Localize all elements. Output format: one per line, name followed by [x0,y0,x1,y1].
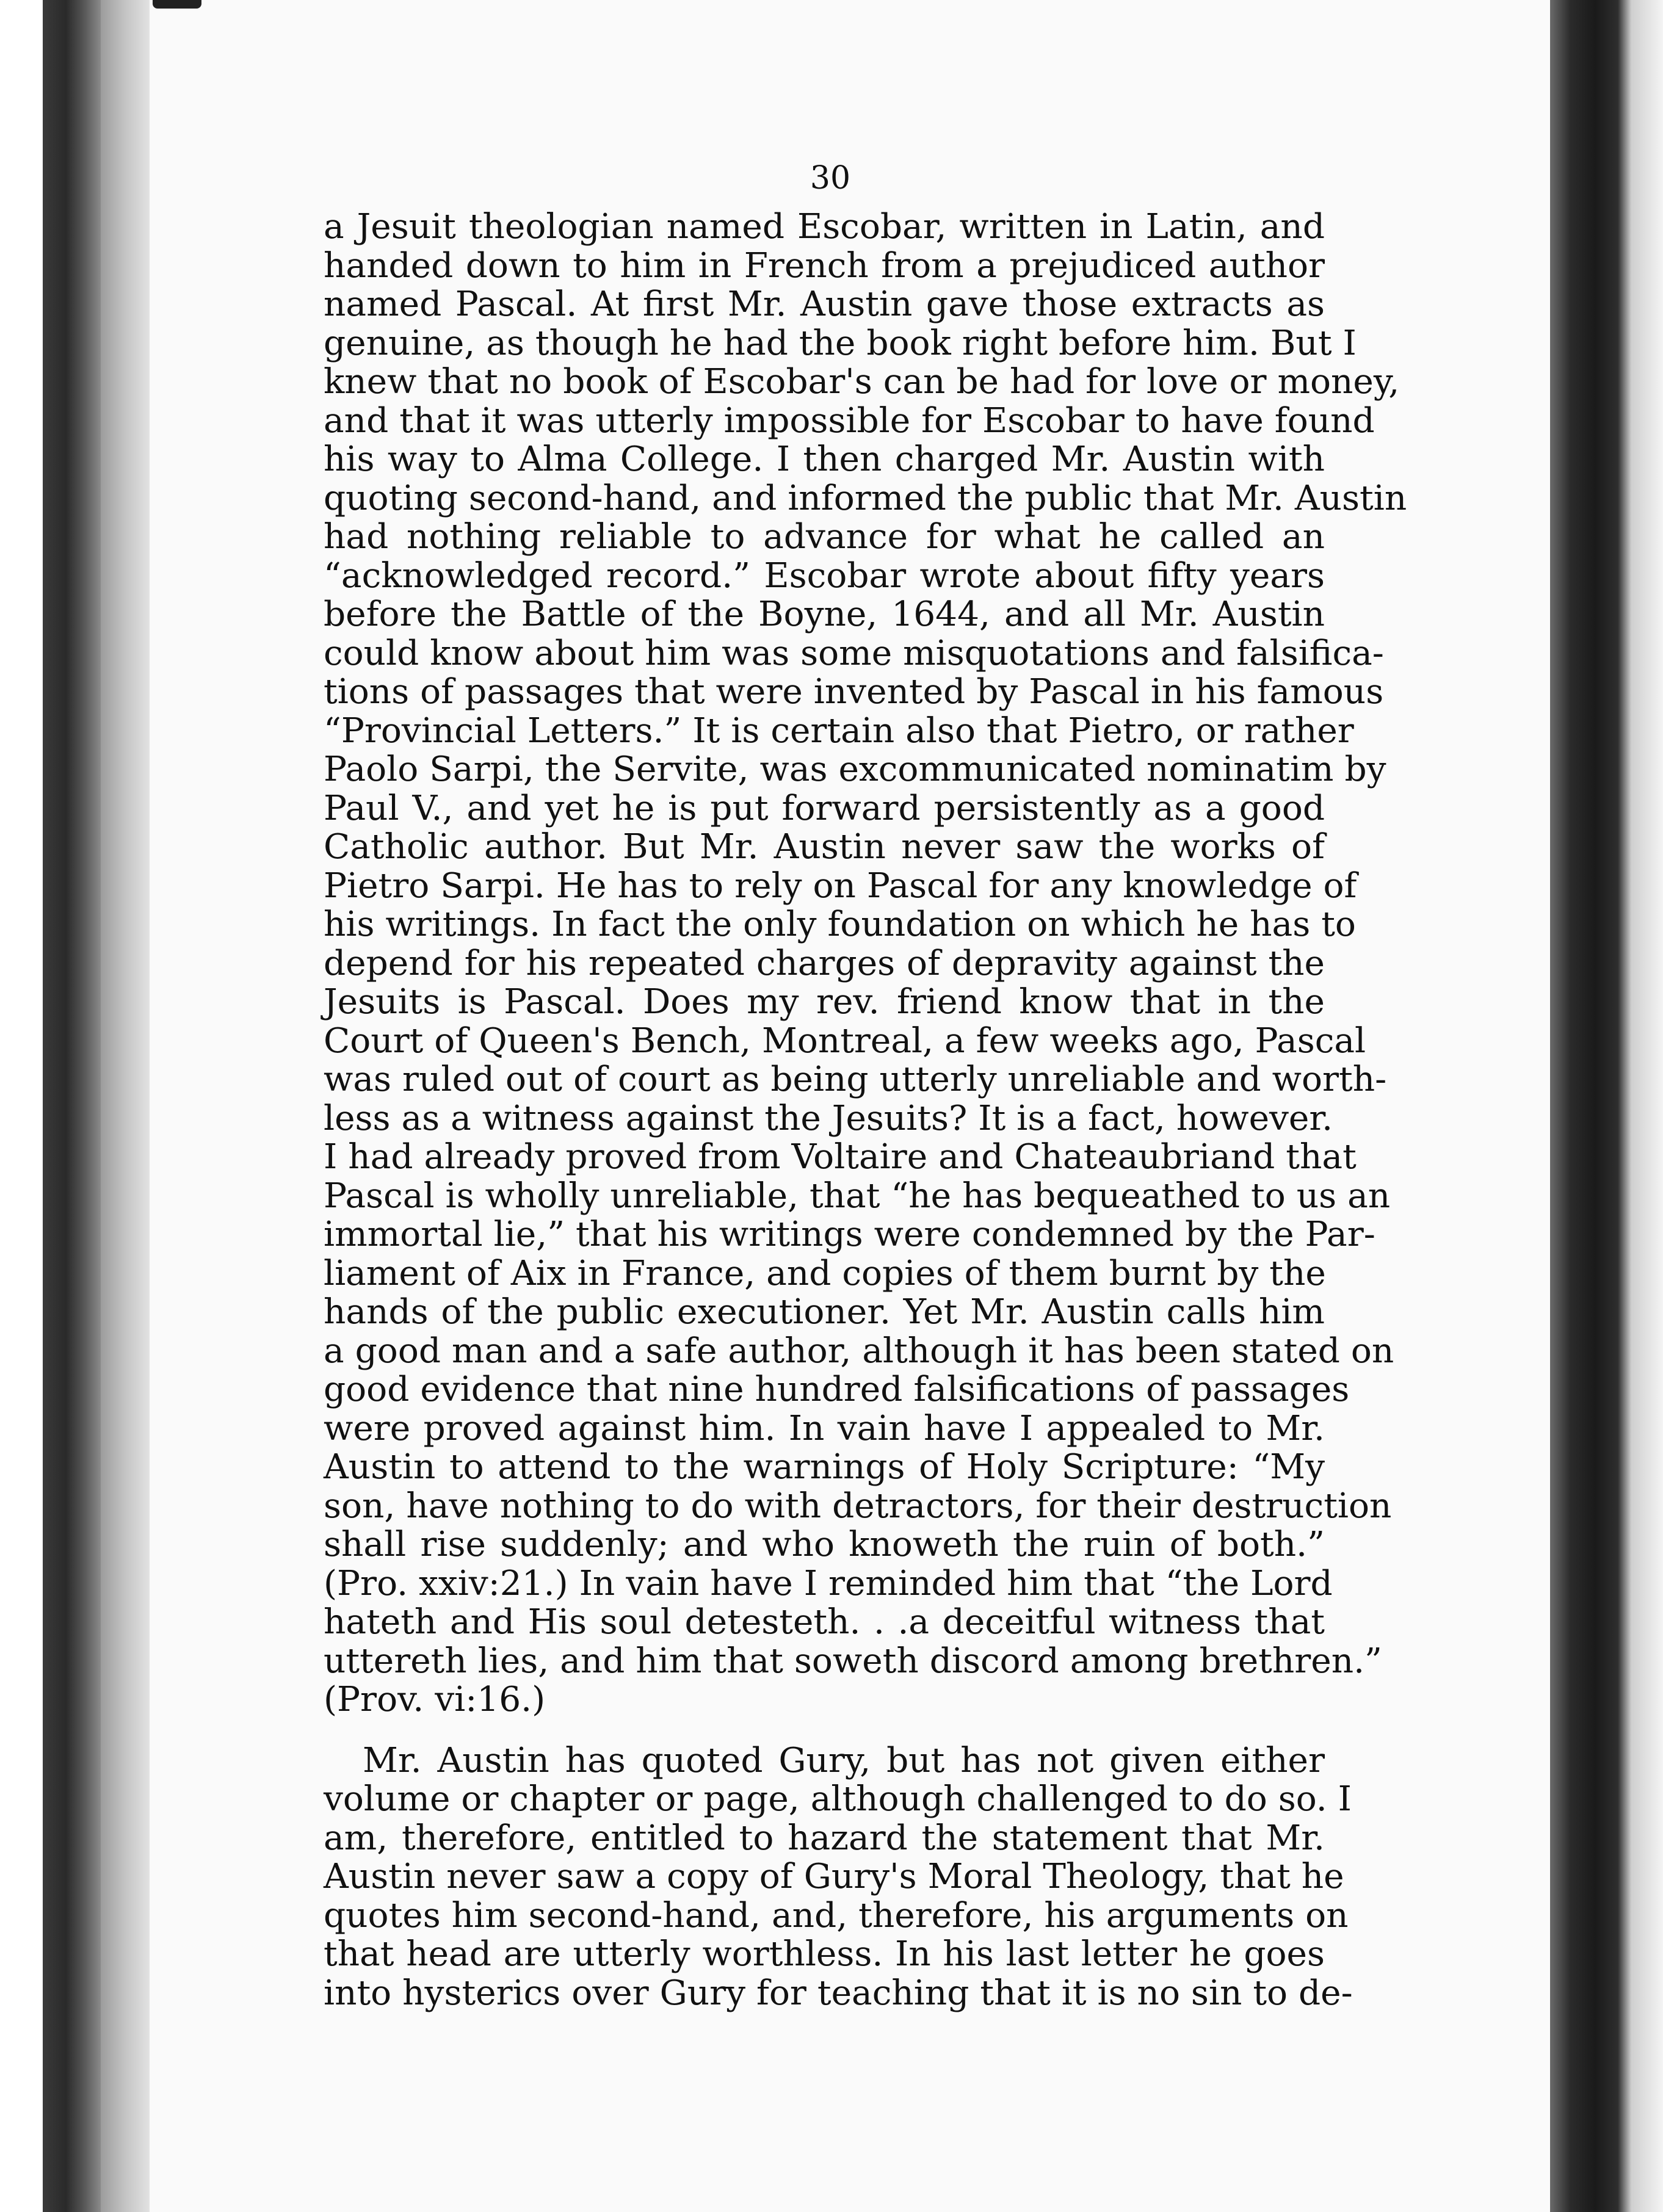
text-line: good evidence that nine hundred falsifications of passages [324,1370,1350,1409]
text-line: Mr. Austin has quoted Gury, but has not given either [363,1740,1325,1780]
text-line: Catholic author. But Mr. Austin never saw the works of [324,827,1325,867]
text-line: into hysterics over Gury for teaching that it is no sin to de- [324,1973,1353,2013]
text-line: depend for his repeated charges of depravity against the [324,943,1325,983]
paragraph [324,1740,1353,2013]
text-line: his way to Alma College. I then charged Mr. Austin with [324,439,1325,479]
text-line: was ruled out of court as being utterly unreliable and worth- [324,1060,1387,1099]
text-line: genuine, as though he had the book right before him. But I [324,323,1357,363]
paragraph-gap [324,1719,1325,1741]
body-text [324,207,1407,2013]
text-line: liament of Aix in France, and copies of them burnt by the [324,1253,1326,1293]
text-line: I had already proved from Voltaire and Chateaubriand that [324,1137,1357,1177]
text-line: a Jesuit theologian named Escobar, written in Latin, and [324,207,1325,247]
text-line: his writings. In fact the only foundation on which he has to [324,905,1356,944]
text-line: hateth and His soul detesteth. . .a deceitful witness that [324,1602,1325,1642]
text-line: quotes him second-hand, and, therefore, his arguments on [324,1895,1349,1936]
text-line: uttereth lies, and him that soweth discord among brethren.” [324,1641,1382,1681]
text-line: knew that no book of Escobar's can be had for love or money, [324,362,1400,402]
text-line: Paolo Sarpi, the Servite, was excommunicated nominatim by [324,750,1386,789]
text-line: Pietro Sarpi. He has to rely on Pascal for any knowledge of [324,866,1357,906]
book-spine-shadow [43,0,101,2212]
scan-left-margin [0,0,43,2212]
text-line: named Pascal. At first Mr. Austin gave those extracts as [324,284,1325,324]
text-line: (Prov. vi:16.) [324,1680,546,1719]
text-line: shall rise suddenly; and who knoweth the ruin of both.” [324,1525,1325,1564]
text-line: (Pro. xxiv:21.) In vain have I reminded him that “the Lord [324,1563,1333,1603]
text-line: were proved against him. In vain have I appealed to Mr. [324,1408,1325,1448]
text-line: less as a witness against the Jesuits? It is a fact, however. [324,1098,1333,1138]
text-line: could know about him was some misquotations and falsifica- [324,633,1384,673]
text-line: handed down to him in French from a prejudiced author [324,245,1325,286]
text-line: Paul V., and yet he is put forward persistently as a good [324,788,1325,828]
text-line: hands of the public executioner. Yet Mr. Austin calls him [324,1292,1325,1332]
text-line: Court of Queen's Bench, Montreal, a few weeks ago, Pascal [324,1021,1366,1061]
text-line: before the Battle of the Boyne, 1644, and all Mr. Austin [324,595,1325,634]
text-line: that head are utterly worthless. In his last letter he goes [324,1934,1325,1974]
text-line: Austin never saw a copy of Gury's Moral Theology, that he [324,1857,1344,1896]
text-line: “acknowledged record.” Escobar wrote about fifty years [324,555,1325,596]
book-spine-gradient [101,0,150,2212]
text-line: Austin to attend to the warnings of Holy Scripture: “My [324,1447,1325,1487]
text-line: a good man and a safe author, although it has been stated on [324,1331,1394,1371]
text-line: Jesuits is Pascal. Does my rev. friend know that in the [324,982,1325,1022]
text-line: tions of passages that were invented by Pascal in his famous [324,672,1384,712]
paragraph [324,207,1407,1719]
text-line: had nothing reliable to advance for what he called an [324,517,1325,557]
text-line: am, therefore, entitled to hazard the statement that Mr. [324,1818,1325,1858]
text-line: quoting second-hand, and informed the public that Mr. Austin [324,478,1407,518]
text-line: “Provincial Letters.” It is certain also that Pietro, or rather [324,710,1354,751]
text-line: Pascal is wholly unreliable, that “he has bequeathed to us an [324,1176,1391,1216]
facing-page-edge [1550,0,1663,2212]
page-number: 30 [810,160,851,197]
text-line: son, have nothing to do with detractors, for their destruction [324,1486,1392,1526]
scan-artifact-mark [153,0,201,9]
text-line: volume or chapter or page, although challenged to do so. I [324,1779,1352,1819]
text-line: and that it was utterly impossible for Escobar to have found [324,400,1375,441]
text-line: immortal lie,” that his writings were condemned by the Par- [324,1215,1375,1254]
